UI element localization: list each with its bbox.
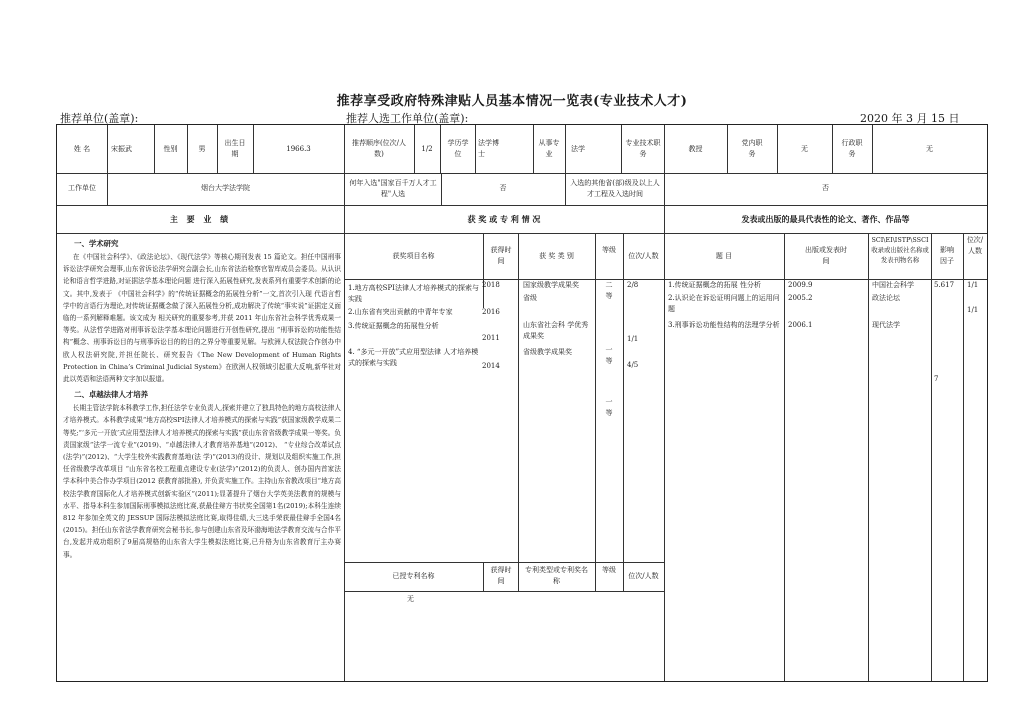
awards-header-grade: 等级 [602, 246, 616, 254]
patent-header-time: 获得时间 [490, 566, 512, 585]
achievement-heading-training: 二、卓越法律人才培养 [74, 390, 149, 400]
name-value: 宋振武 [111, 145, 132, 153]
awards-header-rank: 位次/人数 [628, 252, 659, 260]
paper-impact-2: 7 [934, 375, 939, 383]
gender-value: 男 [198, 145, 206, 153]
recommend-unit-label: 推荐单位(盖章): [60, 112, 139, 125]
paper-time-1: 2009.9 [788, 281, 813, 289]
award-time-1: 2018 [482, 281, 500, 289]
awards-header-time: 获得时间 [490, 246, 512, 265]
name-label: 姓 名 [73, 145, 91, 153]
patent-header-name: 已授专利名称 [392, 572, 435, 580]
candidate-unit-label: 推荐人选工作单位(盖章): [346, 112, 469, 125]
work-unit-label: 工作单位 [68, 184, 96, 192]
patent-value: 无 [407, 595, 414, 603]
papers-header-rank: 位次/人数 [966, 236, 984, 255]
award-rank-1: 2/8 [627, 281, 639, 289]
rank-label: 推荐顺序(位次/人数) [351, 139, 407, 158]
party-value: 无 [801, 145, 808, 153]
awards-header-item: 获奖项目名称 [392, 252, 435, 260]
papers-header-time: 出版或发表时间 [805, 246, 847, 265]
patent-header-rank: 位次/人数 [628, 572, 659, 580]
admin-value: 无 [926, 145, 933, 153]
party-label: 党内职务 [741, 139, 763, 158]
patent-header-type: 专利类型或专利奖名称 [525, 566, 588, 585]
paper-journal-3: 现代法学 [872, 321, 900, 329]
paper-title-3: 3.刑事诉讼功能性结构的法理学分析 [668, 321, 780, 329]
achievement-paragraph-training: 长期主管法学院本科教学工作,担任法学专业负责人,探索并建立了独具特色的地方高校法律人才培养模式。本科教学成果“地方高校SPI法律人才培养模式的探索与实践”获国家级教学成果二等奖;“‘多元一开放’式应用型法律人才培养模式的探索与实践”获山东省省级教学成果一等奖。负责国家级“法学一流专业”(2019)、“卓越法律人才教育培养基地”(2012)、 “专业综合改革试点(法学)”(2012)、“大学生校外实践教育基地(法 学)”(2013)的设计、规划以及组织实施工作,担任省级教学改革项目 “山东省名校工程重点建设专业(法学)”(2012)的负责人、创办国内首家法学本科中美合作办学项目(2012 获教育部批准), 并负责实施工作。主持山东省教改项目“地方高校法学教育国际化人才培养模式创新实验区”(2011);显著提升了烟台大学英美法教育的规模与水平、指导本科生参加国际刑事模拟法庭比赛,获最佳辩方书状奖全国第1名(2019);本科生连续 812 年参加全英文的 JESSUP 国际法模拟法庭比赛,取得佳绩,大三选手荣获最佳辩手全国4名(2015)。担任山东省法学教育研究会秘书长,参与创建山东省及环渤海地法学教育交流与合作平台,发起并成功组织了9届高规格的山东省大学生模拟法庭比赛,已升格为山东省教育厅主办赛事。 [63, 404, 341, 559]
admin-label: 行政职务 [841, 139, 863, 158]
award-time-2: 2016 [482, 308, 500, 316]
achievement-paragraph-research: 在《中国社会科学》、《政法论坛》、《现代法学》等核心期刊发表 15 篇论文。担任中国刑事诉讼法学研究会理事,山东省诉讼法学研究会副会长,山东省法治检察官智库成员会委员。从认识论和语言哲学进路,对证据法学基本理论问题 进行深入拓展性研究,发表系列有重要学术创新的论文。其中,发表于 《中国社会科学》的“传统证据概念的拓展性分析”一文,首次引入现 代语言哲学中的言语行为理论,对传统证据概念做了深入拓展性分析,成功解决了传统“事实说”证据定义面临的一系列解释难题。该文成为 相关研究的重要参考,并获 2011 年山东省社会科学优秀成果一等奖。从法哲学进路对刑事诉讼法学基本理论问题进行开创性研究,提出 “刑事诉讼的功能性结构”概念、刑事诉讼目的与刑事诉讼目的的目的之界分等重要见解。与欧洲人权法院合作创办中欧人权法研究院,并担任院长、研究报告《The New Development of Human Rights Protection in China’s Criminal Judicial System》在欧洲人权领域引起重大反响,新华社对 此以英语和法语两种文字加以报道。 [63, 253, 341, 384]
other-value: 否 [822, 184, 829, 192]
papers-header-journal: SCI\EI\ISTP\SSCI收录或出版社名称或发表刊物名称 [871, 236, 929, 264]
section-main-achievements: 主 要 业 绩 [169, 214, 232, 224]
award-grade-3: 一等 [605, 398, 613, 417]
award-item-4: 4. “多元一开放”式应用型法律 人才培养模式的探索与实践 [348, 348, 479, 367]
work-unit-value: 烟台大学法学院 [201, 184, 250, 192]
paper-title-1: 1.传统证据概念的拓展 性分析 [668, 281, 761, 289]
paper-time-3: 2006.1 [788, 321, 813, 329]
paper-time-2: 2005.2 [788, 294, 813, 302]
award-item-1: 1.地方高校SPI法律人才培养模式的探索与实践 [348, 284, 479, 303]
award-time-4: 2014 [482, 362, 500, 370]
papers-header-title: 题 目 [715, 252, 733, 260]
doc-title: 推荐享受政府特殊津贴人员基本情况一览表(专业技术人才) [336, 94, 688, 109]
title-value: 教授 [688, 145, 703, 153]
award-rank-2: 1/1 [627, 335, 639, 343]
info-table [56, 124, 988, 682]
birth-label: 出生日期 [224, 139, 246, 158]
paper-journal-2: 政法论坛 [872, 294, 900, 302]
achievements-text [63, 237, 341, 561]
award-grade-1: 二等 [605, 281, 613, 300]
birth-value: 1966.3 [286, 145, 311, 153]
talent-value: 否 [499, 184, 507, 192]
major-value: 法学 [571, 145, 585, 153]
degree-value: 法学博士 [478, 139, 499, 158]
award-type-1: 国家级教学成果奖 [523, 281, 579, 289]
title-label: 专业技术职务 [625, 139, 661, 158]
award-type-4: 省级教学成果奖 [523, 348, 572, 356]
award-item-3: 3.传统证据概念的拓展性分析 [348, 322, 439, 330]
gender-label: 性别 [163, 145, 178, 153]
awards-header-type: 获 奖 类 别 [539, 252, 574, 260]
talent-label: 何年入选"国家百千万人才工程"人选 [349, 179, 437, 198]
other-label: 入选的其他省(部)级及以上人才工程及入选时间 [570, 179, 660, 198]
award-grade-2: 一等 [605, 346, 613, 365]
paper-title-2: 2.认识论在诉讼证明问题上的运用问题 [668, 294, 780, 313]
section-awards: 获 奖 或 专 利 情 况 [467, 214, 541, 224]
major-label: 从事专业 [538, 139, 560, 158]
paper-journal-1: 中国社会科学 [872, 281, 914, 289]
section-papers: 发表或出版的最具代表性的论文、著作、作品等 [741, 214, 910, 224]
paper-impact-1: 5.617 [934, 281, 955, 289]
papers-header-impact: 影响因子 [940, 246, 954, 265]
award-time-3: 2011 [482, 334, 500, 342]
achievement-heading-research: 一、学术研究 [74, 239, 119, 248]
paper-rank-2: 1/1 [967, 306, 979, 314]
award-item-2: 2.山东省有突出贡献的中青年专家 [348, 308, 453, 316]
degree-label: 学历学位 [447, 139, 469, 158]
doc-date: 2020 年 3 月 15 日 [860, 112, 960, 125]
award-type-2: 省级 [523, 294, 537, 302]
award-type-3: 山东省社会科 学优秀成果奖 [523, 321, 589, 340]
rank-value: 1/2 [421, 145, 433, 153]
award-rank-3: 4/5 [627, 361, 639, 369]
patent-header-grade: 等级 [602, 566, 616, 574]
paper-rank-1: 1/1 [967, 281, 979, 289]
